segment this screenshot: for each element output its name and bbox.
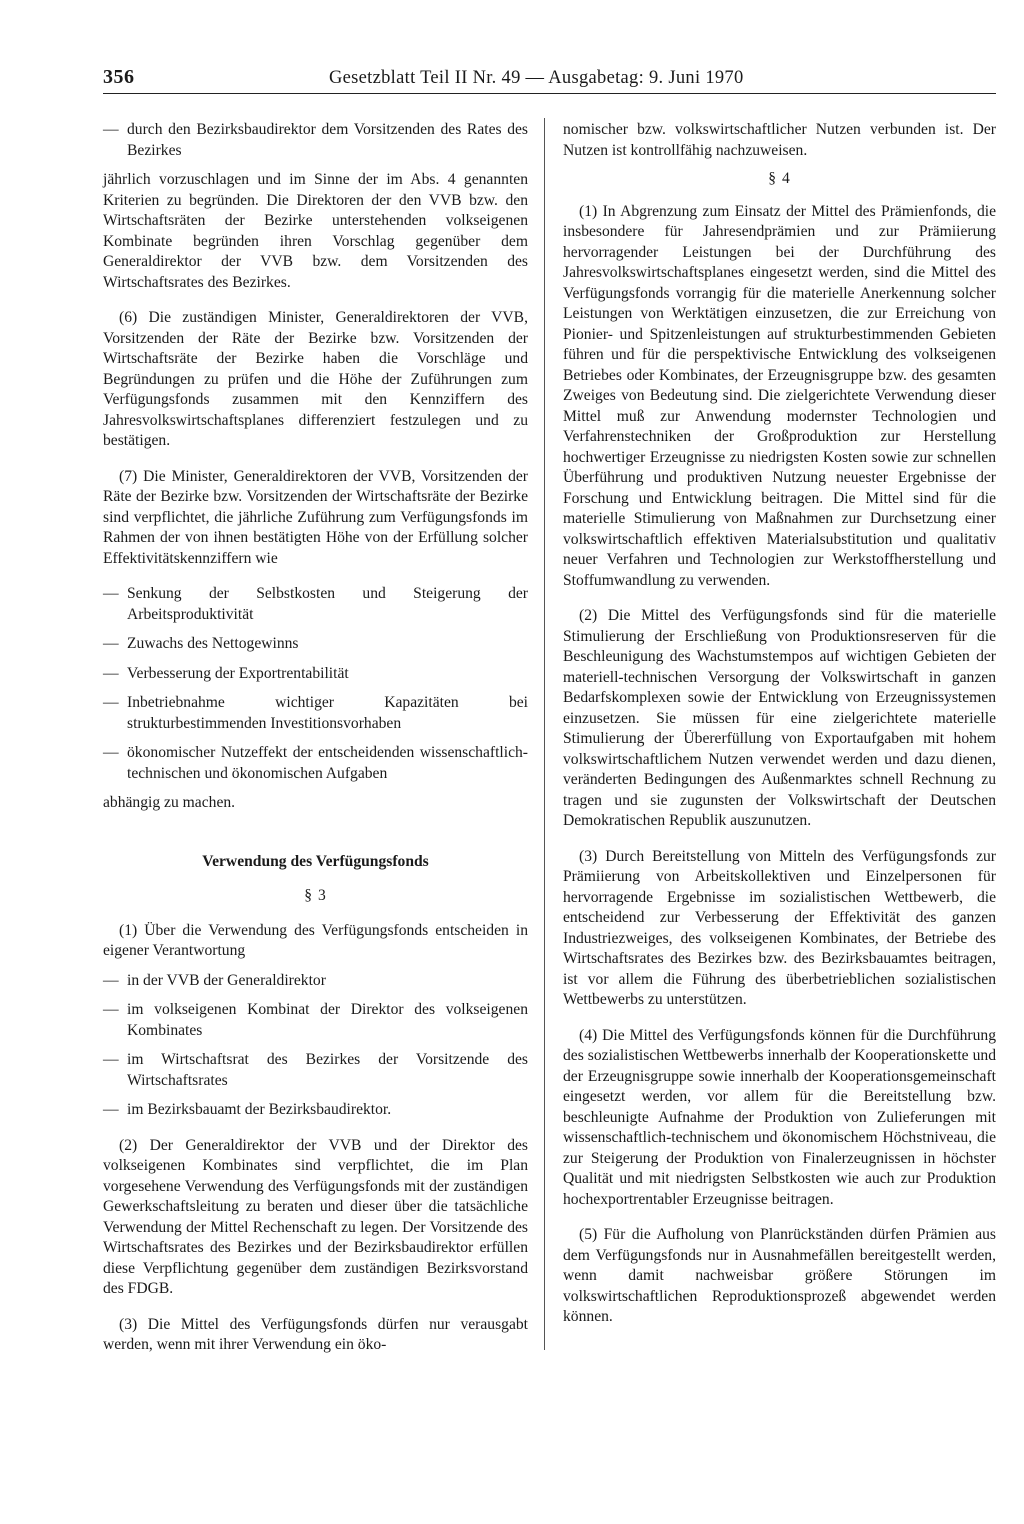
running-title: Gesetzblatt Teil II Nr. 49 — Ausgabetag: 9. Juni 1970 — [329, 68, 744, 88]
dash-item — [103, 1100, 528, 1121]
dash-marker: — — [103, 585, 119, 602]
left-column — [103, 120, 528, 1356]
section-3-paragraph-3: (3) Die Mittel des Verfügungsfonds dürfen nur verausgabt werden, wenn mit ihrer Verwendung ein öko- — [103, 1315, 528, 1353]
page-header — [103, 66, 996, 92]
dash-item — [103, 584, 528, 625]
column-divider — [544, 118, 545, 1350]
dash-item-text: durch den Bezirksbaudirektor dem Vorsitzenden des Rates des Bezirkes — [127, 121, 528, 159]
dash-marker: — — [103, 694, 119, 711]
section-number: § 4 — [768, 170, 791, 187]
section-4-paragraph-2: (2) Die Mittel des Verfügungsfonds sind für die materielle Stimulierung der Erschließung von Produktionsreserven für die Beschleunigung des Wachstumstempos auf wichtigen Gebieten der materiell-technischen Versorgung der Volkswirtschaft in ganzen Bedarfskomplexen sowie der Entwicklung von Erzeugnissystemen einzusetzen. Sie müssen für eine zielgerichtete materielle Stimulierung der Übererfüllung von Exportaufgaben mit hohem volkswirtschaftlichem Nutzen verwendet werden und dazu dienen, veränderten Bedingungen des Außenmarktes schnell Rechnung zu tragen und sie zugunsten der Volkswirtschaft der Deutschen Demokratischen Republik auszunutzen. — [563, 607, 996, 829]
paragraph-dependent: abhängig zu machen. — [103, 794, 236, 811]
dash-marker: — — [103, 121, 119, 138]
paragraph-continuation: jährlich vorzuschlagen und im Sinne der im Abs. 4 genannten Kriterien zu begründen. Die Direktoren der den VVB bzw. den Wirtschaftsräten der Bezirke unterstehenden volkseigenen Kombinate begründen ihren Vorschlag gegenüber dem Generaldirektor der VVB bzw. dem Vorsitzenden des Wirtschaftsrates des Bezirkes. — [103, 171, 528, 291]
section-number: § 3 — [304, 887, 327, 904]
dash-item-text: im Wirtschaftsrat des Bezirkes der Vorsitzende des Wirtschaftsrates — [127, 1051, 528, 1089]
section-3-paragraph-1: (1) Über die Verwendung des Verfügungsfonds entscheiden in eigener Verantwortung — [103, 921, 528, 959]
dash-item — [103, 634, 528, 655]
dash-item — [103, 1000, 528, 1041]
section-4-paragraph-1: (1) In Abgrenzung zum Einsatz der Mittel des Prämienfonds, die insbesondere für Jahresendprämien und zur Prämiierung hervorragender Leistungen bei der Durchführung des Jahresvolkswirtschaftsplanes eingesetzt werden, sind die Mittel des Verfügungsfonds vorrangig für die materielle Anerkennung solcher Leistungen von Werktätigen einzusetzen, die zur Erreichung von Pionier- und Spitzenleistungen auf strukturbestimmenden Gebieten führen und für die perspektivische Entwicklung des volkseigenen Betriebes oder Kombinates, der Erzeugnisgruppe bzw. des gesamten Zweiges von Bedeutung sind. Die zielgerichtete Verwendung dieser Mittel muß zur Anwendung modernster Technologien und Verfahrenstechniken der Großproduktion zur Herstellung hochwertiger Erzeugnisse zu niedrigsten Kosten sowie zur schnellen Überführung und produktiven Nutzung neuester Ergebnisse der Forschung und Entwicklung beitragen. Die Mittel sind für die materielle Stimulierung von Maßnahmen zur Durchsetzung einer volkswirtschaftlich effektiven Materialsubstitution und qualitativ neuer Verfahren und Technologien zur Werkstoffherstellung und Stoffumwandlung zu verwenden. — [563, 202, 996, 589]
section-4-paragraph-3: (3) Durch Bereitstellung von Mitteln des Verfügungsfonds zur Prämiierung von Arbeitskollektiven und Einzelpersonen für hervorragende Ergebnisse im sozialistischen Wettbewerb, die entscheidend zur Verbesserung der Effektivität des ganzen Industriezweiges, des volkseigenen Kombinates, der Betriebe des Wirtschaftsrates des Bezirkes bzw. des Bezirksbauamtes beitragen, ist vor allem die Führung des überbetrieblichen sozialistischen Wettbewerbs zu unterstützen. — [563, 847, 996, 1008]
section-4-paragraph-4: (4) Die Mittel des Verfügungsfonds können für die Durchführung des sozialistischen Wettbewerbs innerhalb der Kooperationskette und der Erzeugnisgruppe sowie innerhalb der Kooperationsgemeinschaft eingesetzt werden, vor allem für die Bereitstellung bzw. beschleunigte Aufnahme der Produktion von Zulieferungen mit wissenschaftlich-technischem und ökonomischem Höchstniveau, die zur Steigerung der Produktion von Finalerzeugnissen in höchster Qualität und mit niedrigsten Selbstkosten wie auch zur Produktion hochexportrentabler Erzeugnisse beitragen. — [563, 1026, 996, 1208]
dash-item-text: im Bezirksbauamt der Bezirksbaudirektor. — [127, 1101, 392, 1118]
dash-item-text: Verbesserung der Exportrentabilität — [127, 664, 349, 682]
paragraph-6: (6) Die zuständigen Minister, Generaldirektoren der VVB, Vorsitzenden der Räte der Bezirke bzw. Vorsitzenden der Wirtschaftsräte der Bezirke haben die Vorschläge und Begründungen zu prüfen und die Höhe der Zuführungen zum Verfügungsfonds zusammen mit den Kennziffern des Jahresvolkswirtschaftsplanes differenziert festzulegen und zu bestätigen. — [103, 309, 528, 449]
dash-item-text: ökonomischer Nutzeffekt der entscheidenden wissenschaftlich-technischen und ökonomischen Aufgaben — [127, 744, 528, 782]
section-4-paragraph-5: (5) Für die Aufholung von Planrückständen dürfen Prämien aus dem Verfügungsfonds nur in Ausnahmefällen bereitgestellt werden, wenn damit nachweisbar größere Störungen im volkswirtschaftlichen Reproduktionsprozeß abgewendet werden können. — [563, 1226, 996, 1325]
dash-item — [103, 743, 528, 784]
dash-item-text: in der VVB der Generaldirektor — [127, 971, 326, 989]
dash-item-text: Inbetriebnahme wichtiger Kapazitäten bei strukturbestimmenden Investitionsvorhaben — [127, 694, 528, 732]
dash-marker: — — [103, 1001, 119, 1018]
section-heading: Verwendung des Verfügungsfonds — [202, 852, 429, 870]
dash-item — [103, 693, 528, 734]
dash-item-text: im volkseigenen Kombinat der Direktor des volkseigenen Kombinates — [127, 1001, 528, 1039]
dash-marker: — — [103, 1101, 119, 1118]
dash-marker: — — [103, 664, 119, 682]
page-number: 356 — [103, 66, 135, 88]
dash-item-text: Senkung der Selbstkosten und Steigerung der Arbeitsproduktivität — [127, 585, 528, 623]
dash-item — [103, 120, 528, 161]
paragraph-7: (7) Die Minister, Generaldirektoren der VVB, Vorsitzenden der Räte der Bezirke bzw. Vorsitzenden der Wirtschaftsräte der Bezirke sind verpflichtet, die jährliche Zuführung zum Verfügungsfonds im Rahmen der von ihnen bestätigten Höhe von der Erfüllung solcher Effektivitätskennziffern wie — [103, 467, 528, 567]
dash-marker: — — [103, 971, 119, 989]
dash-marker: — — [103, 744, 119, 761]
dash-item — [103, 1050, 528, 1091]
dash-item-text: Zuwachs des Nettogewinns — [127, 635, 299, 652]
header-rule — [103, 93, 996, 94]
dash-item — [103, 971, 528, 992]
right-column — [563, 120, 996, 1328]
paragraph-continuation: nomischer bzw. volkswirtschaftlicher Nutzen verbunden ist. Der Nutzen ist kontrollfähig nachzuweisen. — [563, 121, 996, 159]
section-3-paragraph-2: (2) Der Generaldirektor der VVB und der Direktor des volkseigenen Kombinates sind verpflichtet, die im Plan vorgesehene Verwendung des Verfügungsfonds mit der zuständigen Gewerkschaftsleitung zu beraten und dieser über die tatsächliche Verwendung der Mittel Rechenschaft zu legen. Der Vorsitzende des Wirtschaftsrates des Bezirkes und der Bezirksbaudirektor erfüllen diese Verpflichtung gegenüber dem zuständigen Bezirksvorstand des FDGB. — [103, 1136, 528, 1297]
dash-item — [103, 664, 528, 685]
dash-marker: — — [103, 1051, 119, 1068]
dash-marker: — — [103, 635, 119, 652]
